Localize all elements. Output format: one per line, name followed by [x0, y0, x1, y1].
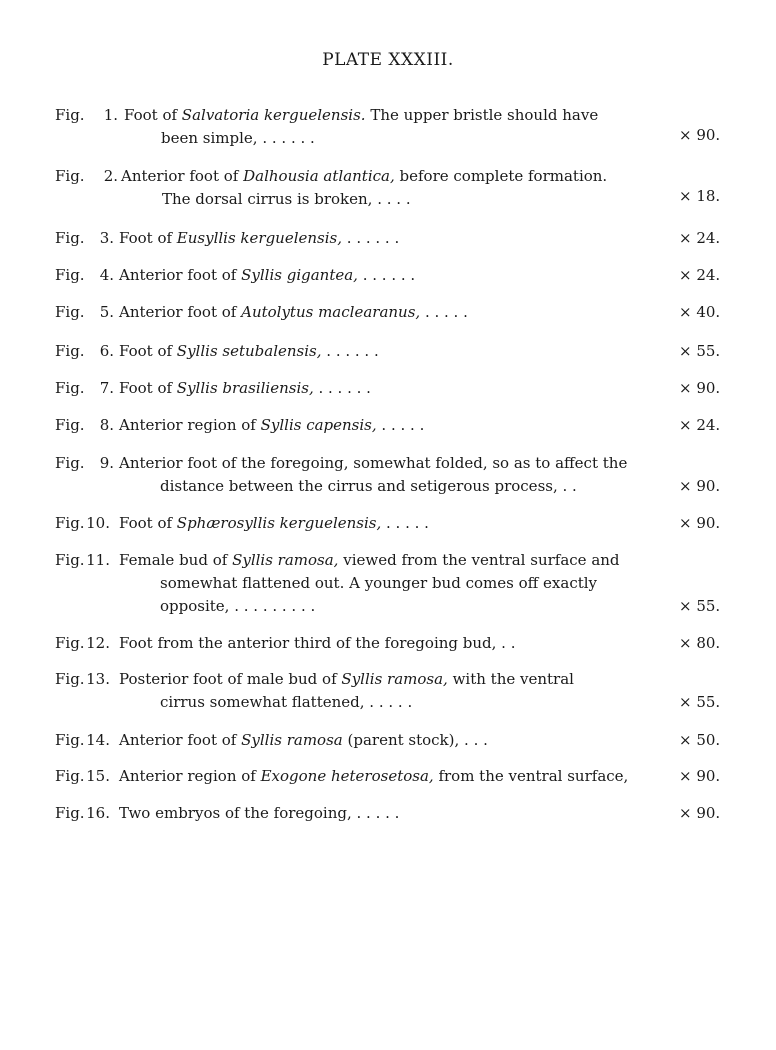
- caption-line-1: Anterior foot of Syllis ramosa (parent stock), . . .: [119, 731, 488, 749]
- magnification: × 24.: [679, 229, 721, 247]
- magnification: × 90.: [679, 804, 721, 822]
- fig-label: Fig.: [55, 303, 85, 321]
- magnification: × 18.: [679, 187, 721, 205]
- fig-number: 5.: [99, 303, 114, 321]
- magnification: × 55.: [679, 693, 721, 711]
- fig-label: Fig.: [55, 229, 85, 247]
- caption-line-1: Anterior region of Exogone heterosetosa, from the ventral surface,: [119, 767, 629, 785]
- fig-number: 3.: [99, 229, 114, 247]
- caption-line-2: cirrus somewhat flattened, . . . . .: [160, 693, 413, 711]
- fig-label: Fig.: [55, 767, 85, 785]
- caption-line-2: somewhat flattened out. A younger bud comes off exactly: [160, 574, 598, 592]
- fig-label: Fig.: [55, 804, 85, 822]
- fig-number: 9.: [99, 454, 114, 472]
- fig-number: 1.: [103, 106, 118, 124]
- caption-line-1: Anterior foot of Syllis gigantea, . . . . . .: [119, 266, 416, 284]
- caption-line-1: Two embryos of the foregoing, . . . . .: [119, 804, 400, 822]
- caption-line-1: Anterior region of Syllis capensis, . . . . .: [119, 416, 425, 434]
- magnification: × 90.: [679, 514, 721, 532]
- fig-label: Fig.: [55, 514, 85, 532]
- fig-number: 10.: [86, 514, 110, 532]
- fig-number: 7.: [99, 379, 114, 397]
- magnification: × 90.: [679, 126, 721, 144]
- fig-number: 2.: [103, 167, 118, 185]
- magnification: × 90.: [679, 379, 721, 397]
- fig-number: 4.: [99, 266, 114, 284]
- caption-line-1: Posterior foot of male bud of Syllis ramosa, with the ventral: [119, 670, 574, 688]
- fig-label: Fig.: [55, 634, 85, 652]
- fig-number: 6.: [99, 342, 114, 360]
- fig-label: Fig.: [55, 106, 85, 124]
- magnification: × 50.: [679, 731, 721, 749]
- fig-label: Fig.: [55, 670, 85, 688]
- caption-line-1: Foot of Eusyllis kerguelensis, . . . . . .: [119, 229, 400, 247]
- fig-label: Fig.: [55, 266, 85, 284]
- caption-line-1: Female bud of Syllis ramosa, viewed from the ventral surface and: [119, 551, 620, 569]
- magnification: × 90.: [679, 477, 721, 495]
- fig-label: Fig.: [55, 379, 85, 397]
- fig-number: 13.: [86, 670, 110, 688]
- fig-number: 11.: [86, 551, 110, 569]
- caption-line-1: Foot of Sphærosyllis kerguelensis, . . . . .: [119, 514, 429, 532]
- fig-number: 14.: [86, 731, 110, 749]
- fig-label: Fig.: [55, 731, 85, 749]
- fig-label: Fig.: [55, 416, 85, 434]
- caption-line-1: Foot of Syllis brasiliensis, . . . . . .: [119, 379, 371, 397]
- fig-label: Fig.: [55, 454, 85, 472]
- caption-line-1: Anterior foot of Dalhousia atlantica, before complete formation.: [121, 167, 608, 185]
- caption-line-1: Foot of Syllis setubalensis, . . . . . .: [119, 342, 379, 360]
- caption-line-3: opposite, . . . . . . . . .: [160, 597, 316, 615]
- magnification: × 55.: [679, 597, 721, 615]
- fig-label: Fig.: [55, 167, 85, 185]
- magnification: × 80.: [679, 634, 721, 652]
- caption-line-1: Foot of Salvatoria kerguelensis. The upper bristle should have: [124, 106, 599, 124]
- fig-number: 12.: [86, 634, 110, 652]
- magnification: × 90.: [679, 767, 721, 785]
- caption-line-1: Anterior foot of Autolytus maclearanus, . . . . .: [119, 303, 468, 321]
- caption-line-1: Anterior foot of the foregoing, somewhat folded, so as to affect the: [119, 454, 628, 472]
- caption-line-2: been simple, . . . . . .: [161, 129, 315, 147]
- magnification: × 24.: [679, 416, 721, 434]
- fig-number: 15.: [86, 767, 110, 785]
- caption-line-1: Foot from the anterior third of the foregoing bud, . .: [119, 634, 516, 652]
- magnification: × 40.: [679, 303, 721, 321]
- fig-label: Fig.: [55, 551, 85, 569]
- caption-line-2: distance between the cirrus and setigerous process, . .: [160, 477, 577, 495]
- fig-label: Fig.: [55, 342, 85, 360]
- magnification: × 55.: [679, 342, 721, 360]
- fig-number: 16.: [86, 804, 110, 822]
- fig-number: 8.: [99, 416, 114, 434]
- caption-line-2: The dorsal cirrus is broken, . . . .: [162, 190, 411, 208]
- magnification: × 24.: [679, 266, 721, 284]
- plate-title: PLATE XXXIII.: [322, 50, 454, 70]
